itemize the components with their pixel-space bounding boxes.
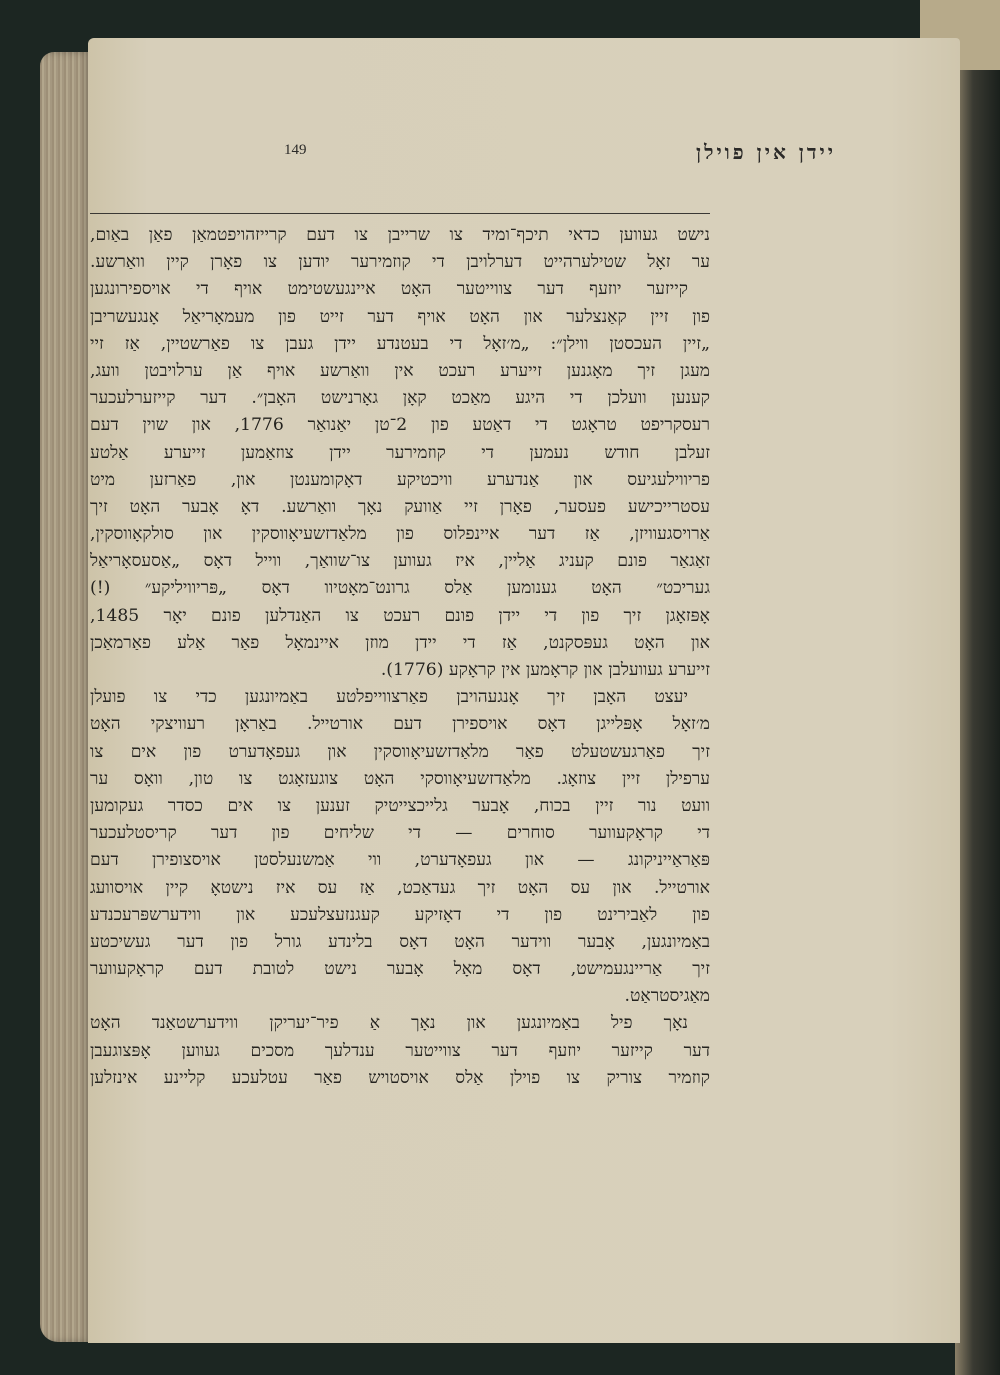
text-line: עסטרייכישע פעסער, פאָרן זיי אַוועק נאָך וואַרשע. דאָ אָבער האָט זיך: [90, 496, 710, 517]
page-number: 149: [284, 142, 307, 158]
text-line: מ׳זאָל אָפּלייגן דאָס אויספירן דעם אורטייל. באַראָן רעוויצקי האָט: [90, 714, 710, 735]
text-line: געריכט״ האָט גענומען אַלס גרונט־מאָטיוו דאָס „פּריוויליקע״ (!): [90, 578, 710, 599]
text-line: די קראָקעווער סוחרים — די שליחים פון דער קריסטלעכער: [90, 823, 710, 844]
text-line: באַמיונגען, אָבער ווידער האָט דאָס בלינדע גורל פון דער געשיכטע: [90, 931, 710, 952]
text-line: זיך פאַרגעשטעלט פאַר מלאַדזשעיאָווסקין און געפאָדערט פון אים צו: [90, 741, 710, 762]
text-line: נאָך פיל באַמיונגען און נאָך אַ פיר־יעריקן ווידערשטאַנד האָט: [90, 1013, 688, 1034]
text-line: אָפּזאָגן זיך פון די יידן פונם רעכט צו האַנדלען פונם יאָר 1485,: [90, 605, 710, 626]
text-line: מעגן זיך מאָגנען זייערע רעכט אין וואַרשע אויף אַן ערלויבטן וועג,: [90, 360, 710, 381]
running-head: יידן אין פוילן: [695, 140, 836, 164]
text-line: זאַגאַר פונם קעניג אַליין, איז געווען צו־שוואַך, ווייל דאָס „אַסעסאָריאַל: [90, 551, 710, 572]
text-line: יעצט האָבן זיך אָנגעהויבן פאַרצווייפלטע באַמיונגען כדי צו פועלן: [90, 687, 688, 708]
text-line: מאַגיסטראַט.: [624, 986, 710, 1007]
text-line: קוזמיר צוריק צו פוילן אַלס אויסטויש פאַר עטלעכע קליינע אינזלען: [90, 1067, 710, 1088]
page-stack-edge: [40, 52, 92, 1342]
text-line: אורטייל. און עס האָט זיך געדאַכט, אַז עס איז נישטאָ קיין אויסוועג: [90, 877, 710, 898]
text-line: און האָט געפּסקנט, אַז די יידן מוזן איינמאָל פאַר אַלע פאַרמאַכן: [90, 632, 710, 653]
text-line: דער קייזער יוזעף דער צווייטער ענדלעך מסכים געווען אָפּצוגעבן: [90, 1040, 710, 1061]
text-line: קייזער יוזעף דער צווייטער האָט איינגעשטימט אויף די אויספירונגען: [90, 279, 688, 300]
text-line: נישט געווען כדאי תיכף־ומיד צו שרייבן צו דעם קרייזהויפטמאַן פאַן באַום,: [90, 225, 710, 245]
text-line: קענען וועלכן די היגע מאַכט קאָן גאָרנישט האָבן״. דער קייזערלעכער: [90, 388, 710, 409]
text-line: אַרויסגעוויזן, אַז דער איינפלוס פון מלאַדזשעיאָווסקין און סולקאָווסקין,: [90, 524, 710, 545]
facing-page-edge: [955, 70, 1000, 1375]
text-line: זעלבן חודש נעמען די קוזמירער יידן צוזאַמען זייערע אַלטע: [90, 442, 710, 463]
text-line: ער זאָל שטילערהייט דערלויבן די קוזמירער יודען צו פאָרן קיין וואַרשע.: [90, 252, 710, 273]
text-line: זיך אַריינגעמישט, דאָס מאָל אָבער נישט לטובת דעם קראָקעווער: [90, 959, 710, 980]
text-line: פריווילעגיעס און אַנדערע וויכטיקע דאָקומענטן און, פאַרזען מיט: [90, 469, 710, 490]
text-line: „זיין העכסטן ווילן״: „מ׳זאָל די בעטנדע יידן געבן צו פאַרשטיין, אַז זיי: [90, 333, 710, 354]
text-line: וועט נור זיין בכוח, אָבער גלייכצייטיק זענען צו אים כסדר געקומען: [90, 795, 710, 816]
text-line: זייערע געוועלבן און קראָמען אין קראָקע (1776).: [380, 660, 710, 680]
header-rule: [90, 213, 710, 214]
text-line: פון לאַבירינט פון די דאָזיקע קעגנזעצלעכע און ווידערשפּרעכנדע: [90, 904, 710, 925]
body-text: [90, 222, 710, 1092]
text-line: פון זיין קאַנצלער און האָט אויף דער זייט פון מעמאָריאַל אָנגעשריבן: [90, 306, 710, 327]
page-header: [284, 142, 836, 182]
text-line: פּאַראַייניקונג — און געפאָדערט, ווי אַמשנעלסטן אויסצופירן דעם: [90, 850, 710, 871]
text-line: רעסקריפט טראָגט די דאַטע פון 2־טן יאַנואַר 1776, און שוין דעם: [90, 415, 710, 436]
text-line: ערפילן זיין צוזאָג. מלאַדזשעיאָווסקי האָט צוגעזאָגט צו טון, וואָס ער: [90, 768, 710, 789]
